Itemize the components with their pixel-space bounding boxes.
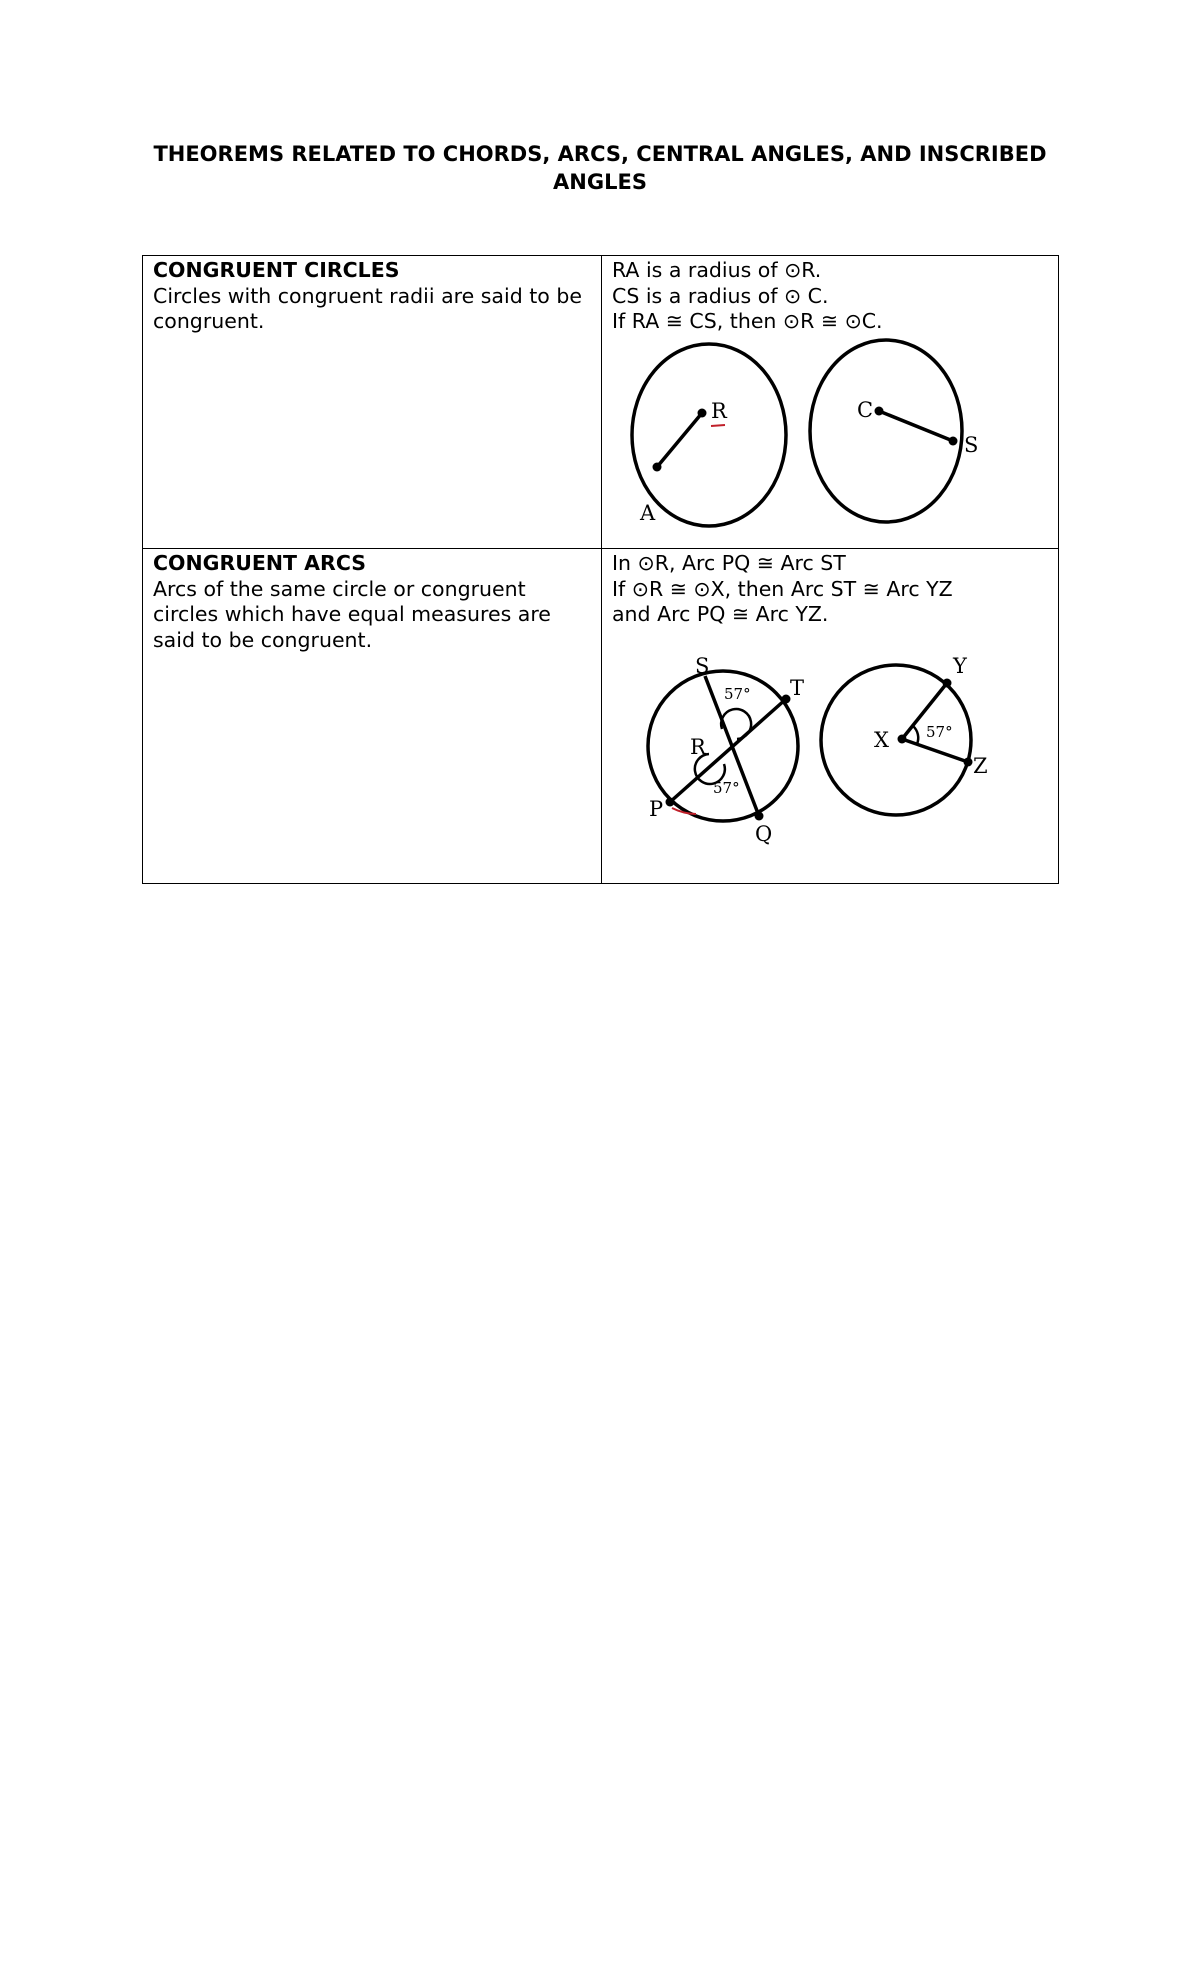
example-line: In ⊙R, Arc PQ ≅ Arc ST [612, 551, 846, 575]
example-line: RA is a radius of ⊙R. [612, 258, 822, 282]
example-line: If RA ≅ CS, then ⊙R ≅ ⊙C. [612, 309, 883, 333]
point-a [653, 462, 662, 471]
angle-label-bottom: 57° [713, 778, 740, 797]
label-y: Y [953, 653, 967, 678]
theorem-heading: CONGRUENT CIRCLES [153, 258, 400, 282]
center-point-x [898, 734, 907, 743]
label-x: X [874, 727, 889, 752]
center-point-c [875, 406, 884, 415]
example-line: If ⊙R ≅ ⊙X, then Arc ST ≅ Arc YZ [612, 576, 953, 601]
point-y [943, 678, 952, 687]
theorem-heading: CONGRUENT ARCS [153, 551, 367, 575]
label-s: S [695, 653, 710, 678]
center-point-r [698, 408, 707, 417]
example-cell [602, 256, 1059, 549]
title-line-2: ANGLES [553, 170, 647, 194]
circle-r [632, 344, 786, 526]
radius-cs [879, 411, 953, 441]
label-q: Q [755, 821, 773, 846]
congruent-arcs-figure [612, 628, 1012, 858]
theorems-table [142, 255, 1059, 884]
underline-mark [711, 425, 725, 426]
angle-label-x: 57° [926, 722, 953, 741]
congruent-circles-figure [612, 335, 992, 535]
label-t: T [790, 675, 805, 700]
label-r: R [690, 734, 706, 759]
example-line: and Arc PQ ≅ Arc YZ. [612, 602, 829, 626]
table-row [143, 256, 1059, 549]
radius-xz [902, 739, 968, 762]
point-p [666, 797, 675, 806]
point-s [949, 436, 958, 445]
label-s: S [964, 432, 979, 457]
example-line: CS is a radius of ⊙ C. [612, 283, 829, 308]
page-title [140, 140, 1060, 196]
example-cell [602, 549, 1059, 884]
label-p: P [649, 796, 664, 821]
angle-arc-top [721, 709, 751, 739]
point-z [964, 757, 973, 766]
label-c: C [857, 397, 874, 422]
angle-label-top: 57° [724, 684, 751, 703]
label-r: R [711, 398, 727, 423]
label-a: A [640, 500, 656, 525]
theorem-cell [143, 256, 602, 549]
point-q [755, 811, 764, 820]
circle-c [810, 340, 962, 522]
table-row [143, 549, 1059, 884]
title-line-1: THEOREMS RELATED TO CHORDS, ARCS, CENTRAL ANGLES, AND INSCRIBED [153, 142, 1047, 166]
label-z: Z [973, 753, 988, 778]
theorem-cell [143, 549, 602, 884]
theorem-description: Circles with congruent radii are said to be congruent. [153, 283, 582, 333]
theorem-description: Arcs of the same circle or congruent circles which have equal measures are said to be congruent. [153, 576, 551, 652]
radius-ra [657, 413, 702, 467]
